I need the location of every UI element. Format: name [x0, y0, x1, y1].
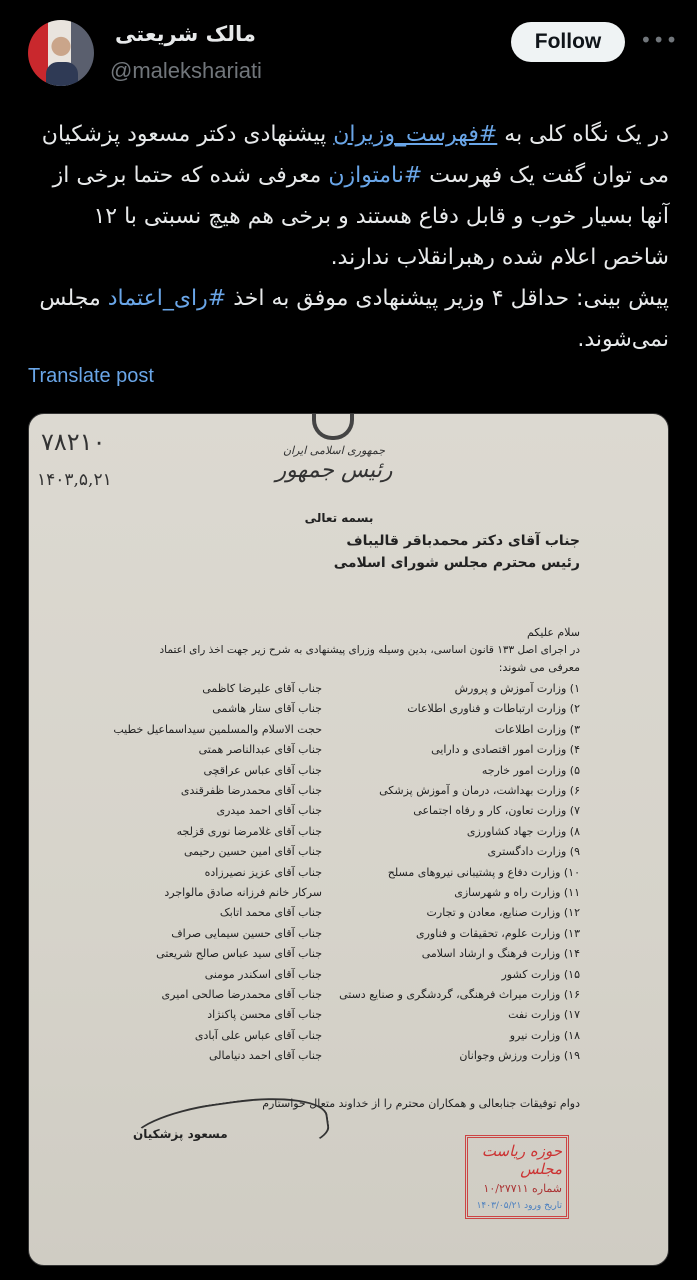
tweet-text [28, 114, 669, 360]
tweet-paragraph-1 [28, 114, 669, 278]
ministry-item: ۷) وزارت تعاون، کار و رفاه اجتماعی [413, 804, 580, 818]
nominee-item: جناب آقای غلامرضا نوری قزلجه [176, 824, 322, 838]
ministry-item: ۵) وزارت امور خارجه [481, 763, 580, 777]
nominee-item: جناب آقای احمد میدری [216, 804, 322, 818]
ministry-item: ۱۹) وزارت ورزش وجوانان [459, 1049, 580, 1063]
tweet-paragraph-2 [28, 278, 669, 360]
ministry-item: ۴) وزارت امور اقتصادی و دارایی [431, 743, 580, 757]
doc-signatory: مسعود پزشکیان [133, 1127, 228, 1141]
author-name[interactable]: مالک شریعتی [115, 22, 256, 46]
nominee-item: جناب آقای ستار هاشمی [212, 702, 322, 716]
ministry-item: ۱) وزارت آموزش و پرورش [454, 682, 580, 695]
ministry-item: ۱۱) وزارت راه و شهرسازی [454, 886, 580, 899]
text-run: پیش بینی: حداقل ۴ وزیر پیشنهادی موفق به اخذ [226, 286, 669, 311]
nominee-item: جناب آقای محمدرضا ظفرقندی [180, 784, 322, 797]
doc-number: ۷۸۲۱۰ [41, 428, 106, 456]
ministry-item: ۳) وزارت اطلاعات [494, 722, 580, 736]
nominee-item: جناب آقای محسن پاکنژاد [207, 1008, 322, 1022]
doc-addressee-name: جناب آقای دکتر محمدباقر قالیباف [346, 533, 580, 549]
nominee-item: جناب آقای عباس علی آبادی [194, 1028, 322, 1042]
follow-button[interactable]: Follow [511, 22, 625, 62]
ministry-item: ۹) وزارت دادگستری [487, 845, 580, 859]
nominee-item: جناب آقای عزیز نصیرزاده [204, 865, 322, 879]
nominee-item: جناب آقای محمد اتابک [219, 906, 322, 920]
avatar[interactable] [28, 20, 94, 86]
nominee-item: جناب آقای عباس عراقچی [203, 763, 322, 777]
nominee-item: جناب آقای احمد دنیامالی [209, 1049, 322, 1063]
parliament-stamp [465, 1135, 569, 1219]
doc-addressee-title: رئیس محترم مجلس شورای اسلامی [333, 555, 580, 571]
author-handle[interactable]: @malekshariati [110, 58, 262, 83]
ministry-item: ۲) وزارت ارتباطات و فناوری اطلاعات [407, 702, 580, 716]
text-run: معرفی شده که حتما برخی از آنها بسیار خوب و قابل دفاع هستند و برخی هم هیچ نسبتی با ۱۲ شاخص اعلام شده رهبرانقلاب ندارند. [52, 163, 669, 270]
ministry-item: ۶) وزارت بهداشت، درمان و آموزش پزشکی [379, 784, 580, 797]
hashtag-link[interactable]: #نامتوازن [328, 163, 423, 188]
nominee-item: جناب آقای محمدرضا صالحی امیری [161, 988, 322, 1001]
hashtag-link[interactable]: #رای_اعتماد [107, 286, 227, 311]
doc-header-country: جمهوری اسلامی ایران [282, 444, 386, 457]
doc-intro-2: معرفی می شوند: [498, 661, 580, 674]
nominee-item: جناب آقای حسین سیمایی صراف [171, 926, 322, 940]
doc-intro: در اجرای اصل ۱۳۳ قانون اساسی، بدین وسیله وزرای پیشنهادی به شرح زیر جهت اخذ رای اعتماد [159, 644, 580, 656]
doc-date: ۱۴۰۳,۵,۲۱ [37, 470, 112, 490]
more-horizontal-icon[interactable]: ••• [640, 28, 679, 52]
nominee-item: جناب آقای علیرضا کاظمی [202, 682, 322, 695]
nominee-item: جناب آقای سید عباس صالح شریعتی [156, 947, 322, 961]
attached-document-image[interactable] [28, 413, 669, 1266]
text-run: پیشنهادی دکتر مسعود پزشکیان می توان گفت یک فهرست [41, 122, 669, 188]
ministry-item: ۱۳) وزارت علوم، تحقیقات و فناوری [416, 926, 580, 940]
ministry-item: ۱۵) وزارت کشور [501, 967, 580, 981]
nominee-item: جناب آقای امین حسین رحیمی [184, 845, 322, 859]
avatar-figure [46, 62, 78, 86]
nominee-item: جناب آقای اسکندر مومنی [204, 967, 322, 981]
ministry-item: ۱۰) وزارت دفاع و پشتیبانی نیروهای مسلح [387, 865, 580, 879]
stamp-date: تاریخ ورود ۱۴۰۳/۰۵/۲۱ [476, 1201, 562, 1211]
doc-header-title: رئیس جمهور [275, 458, 393, 483]
emblem-icon [312, 413, 354, 440]
ministry-item: ۱۲) وزارت صنایع، معادن و تجارت [426, 906, 580, 920]
nominee-item: جناب آقای عبدالناصر همتی [198, 743, 322, 757]
stamp-number: شماره ۱۰/۲۷۷۱۱ [483, 1182, 562, 1195]
doc-greeting: سلام علیکم [526, 626, 580, 639]
ministry-item: ۱۷) وزارت نفت [508, 1008, 580, 1022]
doc-invocation: بسمه تعالی [304, 511, 374, 525]
ministry-item: ۱۶) وزارت میراث فرهنگی، گردشگری و صنایع دستی [339, 988, 580, 1001]
text-run: در یک نگاه کلی به [497, 122, 669, 147]
hashtag-link[interactable]: #فهرست_وزیران [333, 122, 498, 147]
text-run: مجلس نمی‌شوند. [39, 286, 669, 352]
nominee-item: حجت الاسلام والمسلمین سیداسماعیل خطیب [113, 722, 322, 736]
ministry-item: ۱۸) وزارت نیرو [509, 1028, 580, 1042]
doc-closing: دوام توفیقات جنابعالی و همکاران محترم را از خداوند متعال خواستارم [262, 1097, 580, 1110]
nominee-item: سرکار خانم فرزانه صادق مالواجرد [164, 886, 322, 899]
translate-post-link[interactable]: Translate post [28, 365, 154, 387]
ministry-item: ۸) وزارت جهاد کشاورزی [466, 824, 580, 838]
stamp-title: حوزه ریاست مجلس [481, 1142, 562, 1178]
ministry-item: ۱۴) وزارت فرهنگ و ارشاد اسلامی [421, 947, 580, 961]
